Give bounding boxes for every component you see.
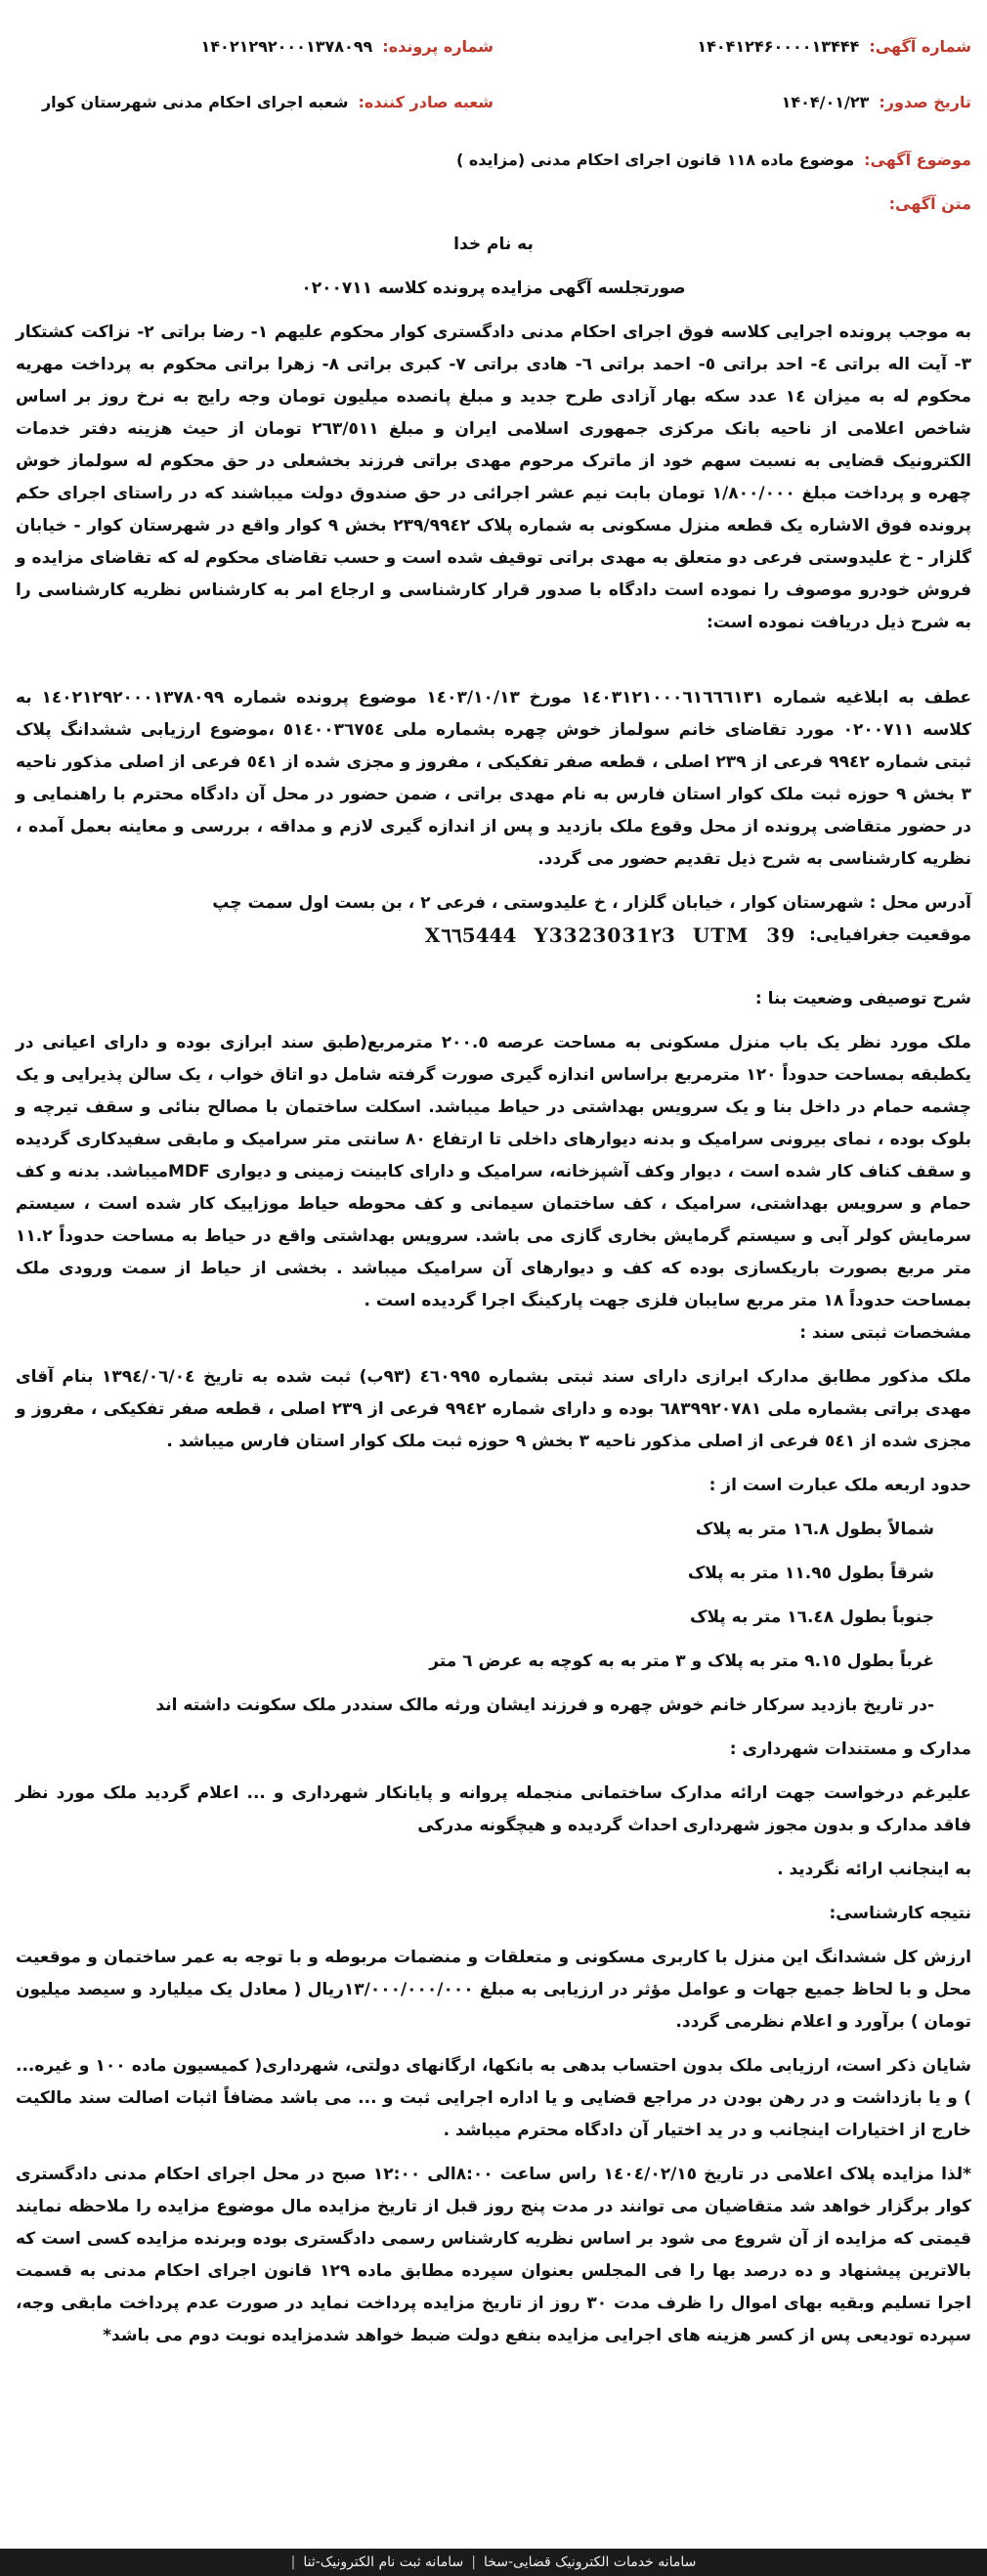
- bismillah: به نام خدا: [453, 235, 534, 254]
- paragraph-notice-reference: عطف به ابلاغیه شماره ۱٤۰۳۱۲۱۰۰۰٦۱٦٦٦۱۳۱ مورخ ۱٤۰۳/۱۰/۱۳ موضوع پرونده شماره ۱٤۰۲۱۲۹۲۰۰۰۱۳۷۸۰۹۹ به کلاسه ۰۲۰۰۷۱۱ مورد تقاضای خانم سولماز خوش چهره بشماره ملی ٥۱٤۰۰۳٦۷٥٤ ،موضوع ارزیابی ششدانگ پلاک ثبتی شماره ۹۹٤۲ فرعی از ۲۳۹ اصلی ، قطعه صفر تفکیکی ، مفروز و مجزی شده از ٥٤۱ فرعی از اصلی مذکور ناحیه ۳ بخش ۹ حوزه ثبت ملک کوار استان فارس به نام مهدی براتی ، ضمن حضور در محل آن دادگاه محترم با راهنمایی و در حضور متقاضی پرونده از محل وقوع ملک بازدید و پس از اندازه گیری لازم و مداقه ، بررسی و معاینه بعمل آمده ، نظریه کارشناسی به شرح ذیل تقدیم حضور می گردد.: [16, 688, 972, 869]
- footer-tail-separator: |: [290, 2555, 296, 2570]
- paragraph-disclaimer: شایان ذکر است، ارزیابی ملک بدون احتساب بدهی به بانکها، ارگانهای دولتی، شهرداری( کمیسیون ماده ۱۰۰ و غیره... ) و یا بازداشت و در رهن بودن در مراجع قضایی و یا اداره اجرایی ثبت و ... می باشد مضافاً اثبات اصالت سند مالکیت خارج از اختیارات اینجانب و در ید اختیار آن دادگاه محترم میباشد .: [16, 2056, 971, 2140]
- announcement-page: [0, 37, 987, 2576]
- body-label-row: [16, 194, 971, 213]
- case-number-label: شماره پرونده:: [382, 37, 494, 56]
- paragraph-registration: ملک مذکور مطابق مدارک ابرازی دارای سند ثبتی بشماره ٤٦۰۹۹٥ (۹۳ب) ثبت شده به تاریخ ۱۳۹٤/۰٦/۰٤ بنام آقای مهدی براتی بشماره ملی ٦۸۳۹۹۲۰۷۸۱ بوده و دارای شماره ۹۹٤۲ فرعی از ۲۳۹ اصلی ، قطعه صفر تفکیکی ، مفروز و مجزی شده از ٥٤۱ فرعی از اصلی مذکور ناحیه ۳ بخش ۹ حوزه ثبت ملک کوار استان فارس میباشد .: [16, 1367, 972, 1451]
- registration-heading: مشخصات ثبتی سند :: [799, 1323, 971, 1343]
- result-heading: نتیجه کارشناسی:: [829, 1904, 971, 1923]
- issuer-label: شعبه صادر کننده:: [358, 93, 494, 111]
- paragraph-valuation: ارزش کل ششدانگ این منزل با کاربری مسکونی و متعلقات و منضمات مربوطه و با توجه به عمر ساختمان و موقعیت محل و با لحاظ جمیع جهات و عوامل مؤثر در ارزیابی به مبلغ ۱۳/۰۰۰/۰۰۰/۰۰۰ریال ( معادل یک میلیارد و سیصد میلیون تومان ) برآورد و اعلام نظرمی گردد.: [16, 1948, 971, 2032]
- paragraph-intro: به موجب پرونده اجرایی کلاسه فوق اجرای احکام مدنی دادگستری کوار محکوم علیهم ۱- رضا براتی ۲- نزاکت کشتکار ۳- آیت اله براتی ٤- احد براتی ٥- احمد براتی ٦- هادی براتی ۷- کبری براتی ۸- زهرا براتی محکوم به پرداخت مهریه محکوم له به میزان ۱٤ عدد سکه بهار آزادی طرح جدید و مبلغ پانصده میلیون تومان وجه رایج به نرخ روز بر اساس شاخص اعلامی از ناحیه بانک مرکزی جمهوری اسلامی ایران و مبلغ ۲٦۳/٥۱۱ تومان از حیث هزینه دفتر خدمات الکترونیک قضایی به نسبت سهم خود از ماترک مرحوم مهدی براتی فرزند بخشعلی در حق محکوم له سولماز خوش چهره و پرداخت مبلغ ۱/۸۰۰/۰۰۰ تومان بابت نیم عشر اجرائی در حق صندوق دولت میباشند که در راستای اجرای حکم پرونده فوق الاشاره یک قطعه منزل مسکونی به شماره پلاک ۲۳۹/۹۹٤۲ بخش ۹ کوار واقع در شهرستان کوار - خیابان گلزار - خ علیدوستی فرعی دو متعلق به مهدی براتی توقیف شده است و حسب تقاضای محکوم له که تقاضای مزایده و فروش خودرو موصوف را نموده است دادگاه با صدور قرار کارشناسی و ارجاع امر به کارشناس نظریه کارشناسی را به شرح ذیل دریافت نموده است:: [16, 322, 972, 632]
- case-number-cell: [16, 37, 494, 56]
- description-heading: شرح توصیفی وضعیت بنا :: [754, 989, 971, 1009]
- geo-x: X٦٦5444: [424, 923, 517, 947]
- issuer-value: شعبه اجرای احکام مدنی شهرستان کوار: [41, 93, 349, 111]
- announcement-body: [16, 229, 971, 2352]
- ad-number-cell: [494, 37, 971, 56]
- bounds-heading: حدود اربعه ملک عبارت است از :: [708, 1476, 971, 1495]
- meta-table: [16, 37, 971, 111]
- municipal-docs-heading: مدارک و مستندات شهرداری :: [729, 1739, 971, 1759]
- ad-number-label: شماره آگهی:: [869, 37, 971, 56]
- footer-sana-link[interactable]: سامانه ثبت نام الکترونیک-ثنا: [303, 2555, 464, 2570]
- issue-date-cell: [494, 93, 971, 111]
- boundary-north: شمالاً بطول ۱٦.۸ متر به پلاک: [695, 1520, 934, 1539]
- session-title: صورتجلسه آگهی مزایده پرونده کلاسه ۰۲۰۰۷۱۱: [301, 279, 686, 298]
- subject-label: موضوع آگهی:: [864, 150, 971, 169]
- paragraph-description: ملک مورد نظر یک باب منزل مسکونی به مساحت عرصه ۲۰۰.٥ مترمربع(طبق سند ابرازی بوده و دارای اعیانی در یکطبقه بمساحت حدوداً ۱۲۰ مترمربع براساس اندازه گیری صورت گرفته شامل دو اتاق خواب ، یک سالن پذیرایی و یک چشمه حمام در داخل بنا و یک سرویس بهداشتی در حیاط میباشد. اسکلت ساختمان با مصالح بنائی و سقف تیرچه و بلوک بوده ، نمای بیرونی سرامیک و بدنه دیوارهای داخلی تا ارتفاع ۸۰ سانتی متر سرامیک و مابقی سفیدکاری گردیده و سقف کناف کار شده است ، دیوار وکف آشپزخانه، سرامیک و دارای کابینت زمینی و دیواری MDFمیباشد. بدنه و کف حمام و سرویس بهداشتی، سرامیک ، کف ساختمان سیمانی و کف محوطه حیاط موزاییک کار شده است ، سیستم سرمایش کولر آبی و سیستم گرمایش بخاری گازی می باشد. سرویس بهداشتی واقع در حیاط به مساحت حدوداً ۱۱.۲ متر مربع بصورت باریکسازی بوده که کف و دیوارهای آن سرامیک میباشد . بخشی از حیاط از سمت ورودی ملک بمساحت حدوداً ۱۸ متر مربع سایبان فلزی جهت پارکینگ اجرا گردیده است .: [16, 1033, 971, 1310]
- ad-number-value: ۱۴۰۴۱۲۴۶۰۰۰۰۱۳۴۴۴: [697, 37, 860, 56]
- footer-separator: |: [471, 2555, 476, 2570]
- geo-utm: UTM: [692, 923, 750, 947]
- subject-row: [16, 150, 971, 169]
- boundary-south: جنوباً بطول ۱٦.٤۸ متر به پلاک: [690, 1608, 934, 1627]
- issuer-cell: [16, 93, 494, 111]
- subject-value: موضوع ماده ۱۱۸ قانون اجرای احکام مدنی (مزایده ): [455, 150, 855, 169]
- boundary-east: شرقاً بطول ۱۱.۹٥ متر به پلاک: [687, 1564, 934, 1583]
- visit-note: -در تاریخ بازدید سرکار خانم خوش چهره و فرزند ایشان ورثه مالک سنددر ملک سکونت داشته اند: [155, 1696, 934, 1715]
- body-label: متن آگهی:: [888, 194, 971, 213]
- paragraph-auction-terms: *لذا مزایده پلاک اعلامی در تاریخ ۱٤۰٤/۰۲/۱٥ راس ساعت ۸:۰۰الی ۱۲:۰۰ صبح در محل اجرای احکام مدنی دادگستری کوار برگزار خواهد شد متقاضیان می توانند در مدت پنج روز قبل از تاریخ مزایده مال موضوع مزایده را ملاحظه نمایند قیمتی که مزایده از آن شروع می شود بر اساس نظریه کارشناس رسمی دادگستری بوده وبرنده مزایده کسی است که بالاترین پیشنهاد و ده درصد بها را فی المجلس بعنوان سپرده مطابق ماده ۱۲۹ قانون اجرای احکام مدنی به قسمت اجرا تسلیم وبقیه بهای اموال را ظرف مدت ۳۰ روز از تاریخ مزایده پرداخت نماید در صورت عدم پرداخت مابقی وجه، سپرده تودیعی پس از کسر هزینه های اجرایی مزایده بنفع دولت ضبط خواهد شدمزایده نوبت دوم می باشد*: [16, 2165, 971, 2345]
- geo-row: [16, 920, 971, 952]
- address-line: آدرس محل : شهرستان کوار ، خیابان گلزار ، خ علیدوستی ، فرعی ۲ ، بن بست اول سمت چپ: [212, 893, 971, 913]
- footer-bar: [0, 2549, 987, 2576]
- geo-values: [425, 920, 795, 952]
- paragraph-municipal: علیرغم درخواست جهت ارائه مدارک ساختمانی منجمله پروانه و پایانکار شهرداری و ... اعلام گردید ملک مورد نظر فاقد مدارک و بدون مجوز شهرداری احداث گردیده و هیچگونه مدرکی: [16, 1783, 971, 1835]
- boundary-west: غرباً بطول ۹.۱٥ متر به پلاک و ۳ متر به به کوچه به عرض ٦ متر: [429, 1652, 934, 1671]
- geo-y: Y3323031٢3: [534, 923, 675, 947]
- geo-zone: 39: [766, 923, 796, 947]
- geo-label: موقعیت جغرافیایی:: [809, 925, 971, 945]
- case-number-value: ۱۴۰۲۱۲۹۲۰۰۰۱۳۷۸۰۹۹: [200, 37, 373, 56]
- paragraph-municipal-end: به اینجانب ارائه نگردید .: [777, 1860, 971, 1879]
- issue-date-label: تاریخ صدور:: [879, 93, 971, 111]
- issue-date-value: ۱۴۰۴/۰۱/۲۳: [781, 93, 870, 111]
- footer-sakha-link[interactable]: سامانه خدمات الکترونیک قضایی-سخا: [483, 2555, 697, 2570]
